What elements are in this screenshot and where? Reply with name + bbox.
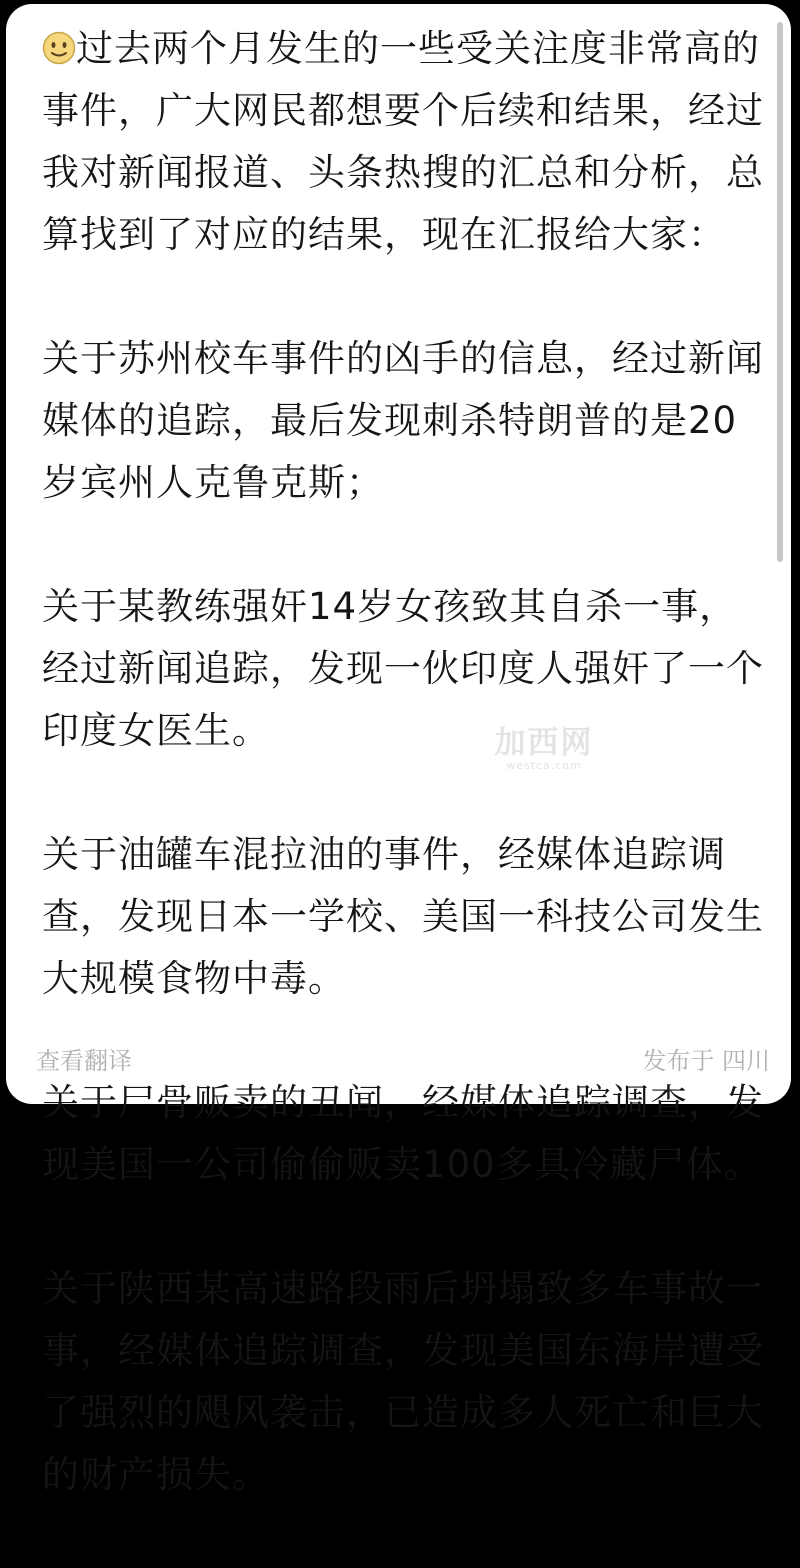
- post-paragraph-5: 关于尸骨贩卖的丑闻，经媒体追踪调查，发现美国一公司偷偷贩卖100多具冷藏尸体。: [42, 1081, 764, 1186]
- view-translation-link[interactable]: 查看翻译: [36, 1047, 132, 1075]
- post-paragraph-6: 关于陕西某高速路段雨后坍塌致多车事故一事，经媒体追踪调查，发现美国东海岸遭受了强烈的飓风袭击，已造成多人死亡和巨大的财产损失。: [42, 1267, 764, 1496]
- post-body: [42, 18, 772, 1568]
- post-card: [6, 4, 791, 1496]
- post-paragraph-3: 关于某教练强奸14岁女孩致其自杀一事，经过新闻追踪，发现一伙印度人强奸了一个印度女医生。: [42, 585, 764, 752]
- post-location: 发布于 四川: [642, 1047, 770, 1075]
- post-paragraph-2: 关于苏州校车事件的凶手的信息，经过新闻媒体的追踪，最后发现刺杀特朗普的是20岁宾州人克鲁克斯；: [42, 337, 764, 504]
- scrollbar[interactable]: [777, 22, 783, 562]
- post-paragraph-1: [42, 18, 772, 266]
- watermark-domain: westca.com: [506, 759, 582, 772]
- post-paragraph-4: 关于油罐车混拉油的事件，经媒体追踪调查，发现日本一学校、美国一科技公司发生大规模食物中毒。: [42, 833, 764, 1000]
- watermark-logo-text: 加西网: [494, 725, 594, 761]
- smiling-face-icon: [42, 22, 76, 56]
- paragraph-text: 过去两个月发生的一些受关注度非常高的事件，广大网民都想要个后续和结果，经过我对新闻报道、头条热搜的汇总和分析，总算找到了对应的结果，现在汇报给大家：: [42, 27, 764, 256]
